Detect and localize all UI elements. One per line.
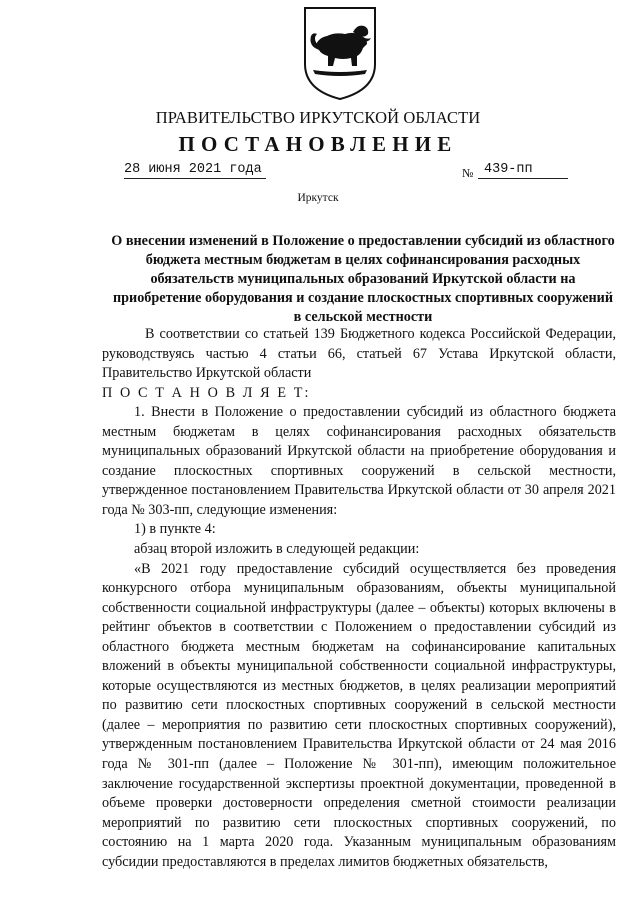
number-sign: № [462,166,474,180]
decree-number: 439-пп [478,162,568,179]
subitem-1-heading: 1) в пункте 4: [134,521,216,538]
decree-date: 28 июня 2021 года [124,162,266,179]
item-1-paragraph: 1. Внести в Положение о предоставлении субсидий из областного бюджета местным бюджетам в целях софинансирования расходных обязательств муниципальных образований Иркутской области на приобретение оборудования и создание плоскостных спортивных сооружений в сельской местности, утвержденное постановлением Правительства Иркутской области от 30 апреля 2021 года № 303-пп, следующие изменения: [102,404,616,518]
resolves-line: П О С Т А Н О В Л Я Е Т: [102,384,311,401]
decree-type-heading: ПОСТАНОВЛЕНИЕ [178,132,458,156]
government-name: ПРАВИТЕЛЬСТВО ИРКУТСКОЙ ОБЛАСТИ [155,108,481,127]
coat-of-arms-emblem [301,4,379,102]
subitem-1-text: абзац второй изложить в следующей редакции: [134,541,420,558]
document-title: О внесении изменений в Положение о предоставлении субсидий из областного бюджета местным бюджетам в целях софинансирования расходных обязательств муниципальных образований Иркутской области на приобретение оборудования и создание плоскостных спортивных сооружений в сельской местности [111,233,615,325]
preamble-paragraph: В соответствии со статьей 139 Бюджетного кодекса Российской Федерации, руководствуясь частью 4 статьи 66, статьей 67 Устава Иркутской области, Правительство Иркутской области [102,326,616,382]
document-body [102,325,616,872]
city-name: Иркутск [297,192,339,204]
quoted-amendment-paragraph: «В 2021 году предоставление субсидий осуществляется без проведения конкурсного отбора муниципальным образованиям, объекты муниципальной собственности социальной инфраструктуры (далее – объекты) которых включены в рейтинг объектов в соответствии с Положением о предоставлении субсидий из областного бюджета местным бюджетам на софинансирование капитальных вложений в объекты муниципальной собственности социальной инфраструктуры, которые осуществляются из местных бюджетов, в целях реализации мероприятий по развитию сети плоскостных спортивных сооружений в сельской местности (далее – мероприятия по развитию сети плоскостных спортивных сооружений), утвержденным постановлением Правительства Иркутской области от 24 мая 2016 года № 301-пп (далее – Положение № 301-пп), имеющим положительное заключение государственной экспертизы проектной документации, проведенной в объеме проверки достоверности определения сметной стоимости реализации мероприятий по развитию сети плоскостных спортивных сооружений, по состоянию на 1 марта 2020 года. Указанным муниципальным образованиям субсидии предоставляются в пределах лимитов бюджетных обязательств, [102,560,616,870]
